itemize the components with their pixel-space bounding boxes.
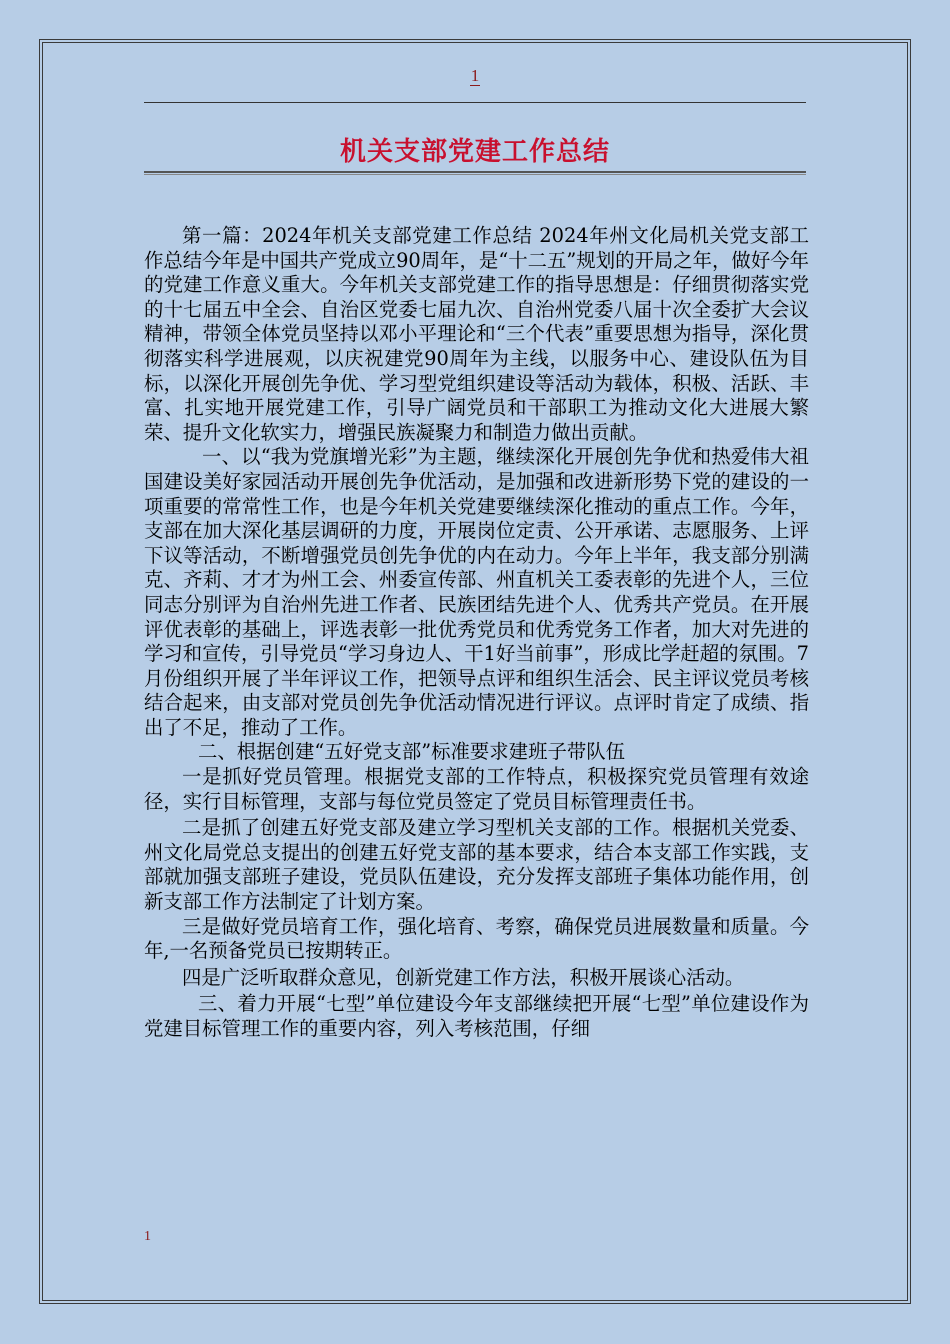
document-title: 机关支部党建工作总结 (339, 137, 610, 167)
paragraph: 一是抓好党员管理。根据党支部的工作特点，积极探究党员管理有效途径，实行目标管理，支部与每位党员签定了党员目标管理责任书。 (144, 765, 809, 813)
paragraph: 第一篇：2024年机关支部党建工作总结 2024年州文化局机关党支部工作总结今年是中国共产党成立90周年，是“十二五”规划的开局之年，做好今年的党建工作意义重大。今年机关支部党建工作的指导思想是：仔细贯彻落实党的十七届五中全会、自治区党委七届九次、自治州党委八届十次全委扩大会议精神，带领全体党员坚持以邓小平理论和“三个代表”重要思想为指导，深化贯彻落实科学进展观，以庆祝建党90周年为主线，以服务中心、建设队伍为目标，以深化开展创先争优、学习型党组织建设等活动为载体，积极、活跃、丰富、扎实地开展党建工作，引导广阔党员和干部职工为推动文化大进展大繁荣、提升文化软实力，增强民族凝聚力和制造力做出贡献。 (144, 224, 809, 444)
section-heading: 二、根据创建“五好党支部”标准要求建班子带队伍 (198, 740, 626, 764)
paragraph: 二是抓了创建五好党支部及建立学习型机关支部的工作。根据机关党委、州文化局党总支提出的创建五好党支部的基本要求，结合本支部工作实践，支部就加强支部班子建设，党员队伍建设，充分发挥支部班子集体功能作用，创新支部工作方法制定了计划方案。 (144, 816, 809, 914)
footer-page-number: 1 (144, 1229, 151, 1244)
paragraph: 一、以“我为党旗增光彩”为主题，继续深化开展创先争优和热爱伟大祖国建设美好家园活动开展创先争优活动，是加强和改进新形势下党的建设的一项重要的常常性工作，也是今年机关党建要继续深化推动的重点工作。今年，支部在加大深化基层调研的力度，开展岗位定责、公开承诺、志愿服务、上评下议等活动，不断增强党员创先争优的内在动力。今年上半年，我支部分别满克、齐莉、才才为州工会、州委宣传部、州直机关工委表彰的先进个人，三位同志分别评为自治州先进工作者、民族团结先进个人、优秀共产党员。在开展评优表彰的基础上，评选表彰一批优秀党员和优秀党务工作者，加大对先进的学习和宣传，引导党员“学习身边人、干1好当前事”，形成比学赶超的氛围。7月份组织开展了半年评议工作，把领导点评和组织生活会、民主评议党员考核结合起来，由支部对党员创先争优活动情况进行评议。点评时肯定了成绩、指出了不足，推动了工作。 (144, 445, 809, 739)
paragraph: 四是广泛听取群众意见，创新党建工作方法，积极开展谈心活动。 (182, 965, 745, 989)
paragraph: 三是做好党员培育工作，强化培育、考察，确保党员进展数量和质量。今年,一名预备党员已按期转正。 (144, 914, 809, 963)
document-body (144, 224, 809, 1042)
title-rule (144, 171, 806, 175)
header-rule (144, 102, 806, 103)
paragraph: 三、着力开展“七型”单位建设今年支部继续把开展“七型”单位建设作为党建目标管理工作的重要内容，列入考核范围，仔细 (144, 992, 809, 1040)
header-page-number: 1 (470, 66, 480, 85)
